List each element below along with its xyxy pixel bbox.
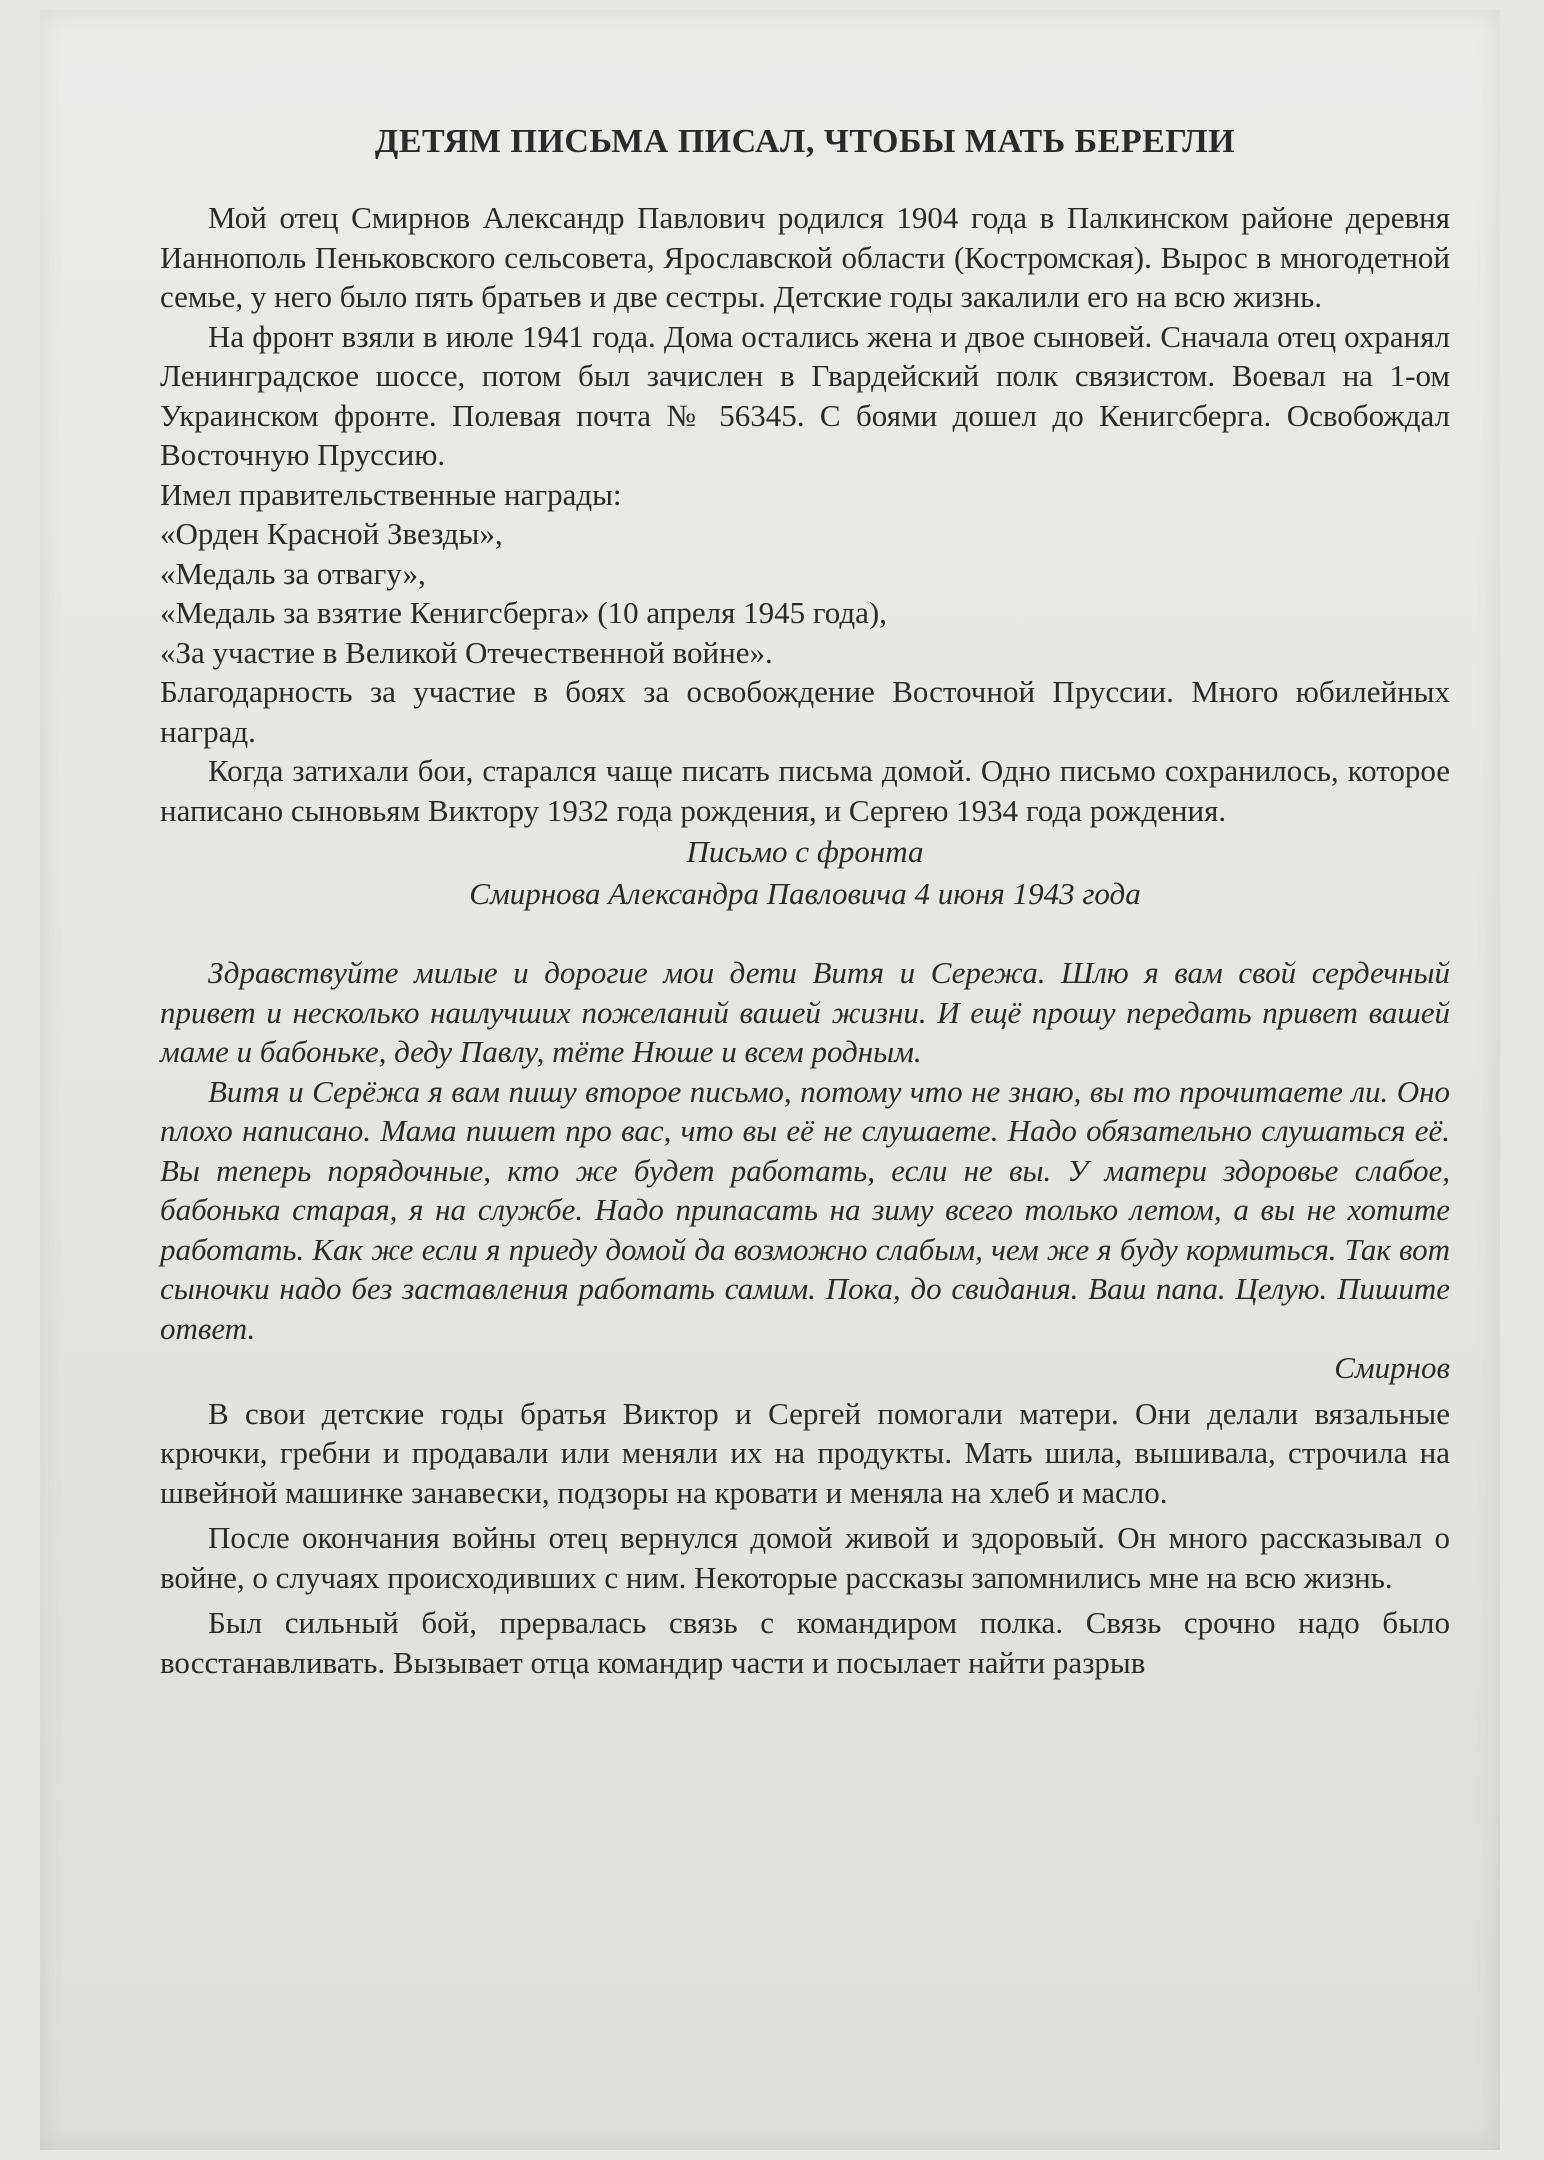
document-title: ДЕТЯМ ПИСЬМА ПИСАЛ, ЧТОБЫ МАТЬ БЕРЕГЛИ (374, 123, 1236, 160)
awards-heading: Имел правительственные награды: (160, 476, 622, 512)
document-body (160, 120, 1450, 1682)
gratitude-paragraph: Благодарность за участие в боях за освобождение Восточной Пруссии. Много юбилейных наград. (160, 674, 1450, 749)
letter-signature: Смирнов (1334, 1350, 1450, 1385)
spacer (160, 913, 1450, 953)
award-item: «Медаль за взятие Кенигсберга» (10 апреля 1945 года), (160, 595, 888, 630)
letter-paragraph-1: Здравствуйте милые и дорогие мои дети Витя и Сережа. Шлю я вам свой сердечный привет и несколько наилучших пожеланий вашей жизни. И ещё прошу передать привет вашей маме и бабоньке, деду Павлу, тёте Нюше и всем родным. (160, 955, 1450, 1069)
after-paragraph-3: Был сильный бой, прервалась связь с командиром полка. Связь срочно надо было восстанавливать. Вызывает отца командир части и посылает найти разрыв (160, 1605, 1450, 1680)
intro-paragraph-2: На фронт взяли в июле 1941 года. Дома остались жена и двое сыновей. Сначала отец охранял Ленинградское шоссе, потом был зачислен в Гвардейский полк связистом. Воевал на 1-ом Украинском фронте. Полевая почта № 56345. С боями дошел до Кенигсберга. Освобождал Восточную Пруссию. (160, 318, 1450, 472)
after-paragraph-2: После окончания войны отец вернулся домой живой и здоровый. Он много рассказывал о войне, о случаях происходивших с ним. Некоторые рассказы запомнились мне на всю жизнь. (160, 1520, 1450, 1595)
letter-paragraph-2: Витя и Серёжа я вам пишу второе письмо, потому что не знаю, вы то прочитаете ли. Оно плохо написано. Мама пишет про вас, что вы её не слушаете. Надо обязательно слушаться её. Вы теперь порядочные, кто же будет работать, если не вы. У матери здоровье слабое, бабонька старая, я на службе. Надо припасать на зиму всего только летом, а вы не хотите работать. Как же если я приеду домой да возможно слабым, чем же я буду кормиться. Так вот сыночки надо без заставления работать самим. Пока, до свидания. Ваш папа. Целую. Пишите ответ. (160, 1073, 1450, 1346)
intro-paragraph-1: Мой отец Смирнов Александр Павлович родился 1904 года в Палкинском районе деревня Ианнополь Пеньковского сельсовета, Ярославской области (Костромская). Вырос в многодетной семье, у него было пять братьев и две сестры. Детские годы закалили его на всю жизнь. (160, 200, 1450, 314)
letter-subtitle: Смирнова Александра Павловича 4 июня 1943 года (469, 875, 1141, 911)
award-item: «Орден Красной Звезды», (160, 516, 503, 551)
award-item: «За участие в Великой Отечественной войне». (160, 634, 773, 670)
letter-title: Письмо с фронта (686, 834, 924, 869)
paper-sheet (40, 10, 1500, 2150)
letters-intro-paragraph: Когда затихали бои, старался чаще писать письма домой. Одно письмо сохранилось, которое написано сыновьям Виктору 1932 года рождения, и Сергею 1934 года рождения. (160, 753, 1450, 828)
after-paragraph-1: В свои детские годы братья Виктор и Сергей помогали матери. Они делали вязальные крючки, гребни и продавали или меняли их на продукты. Мать шила, вышивала, строчила на швейной машинке занавески, подзоры на кровати и меняла на хлеб и масло. (160, 1395, 1450, 1510)
award-item: «Медаль за отвагу», (160, 555, 426, 591)
